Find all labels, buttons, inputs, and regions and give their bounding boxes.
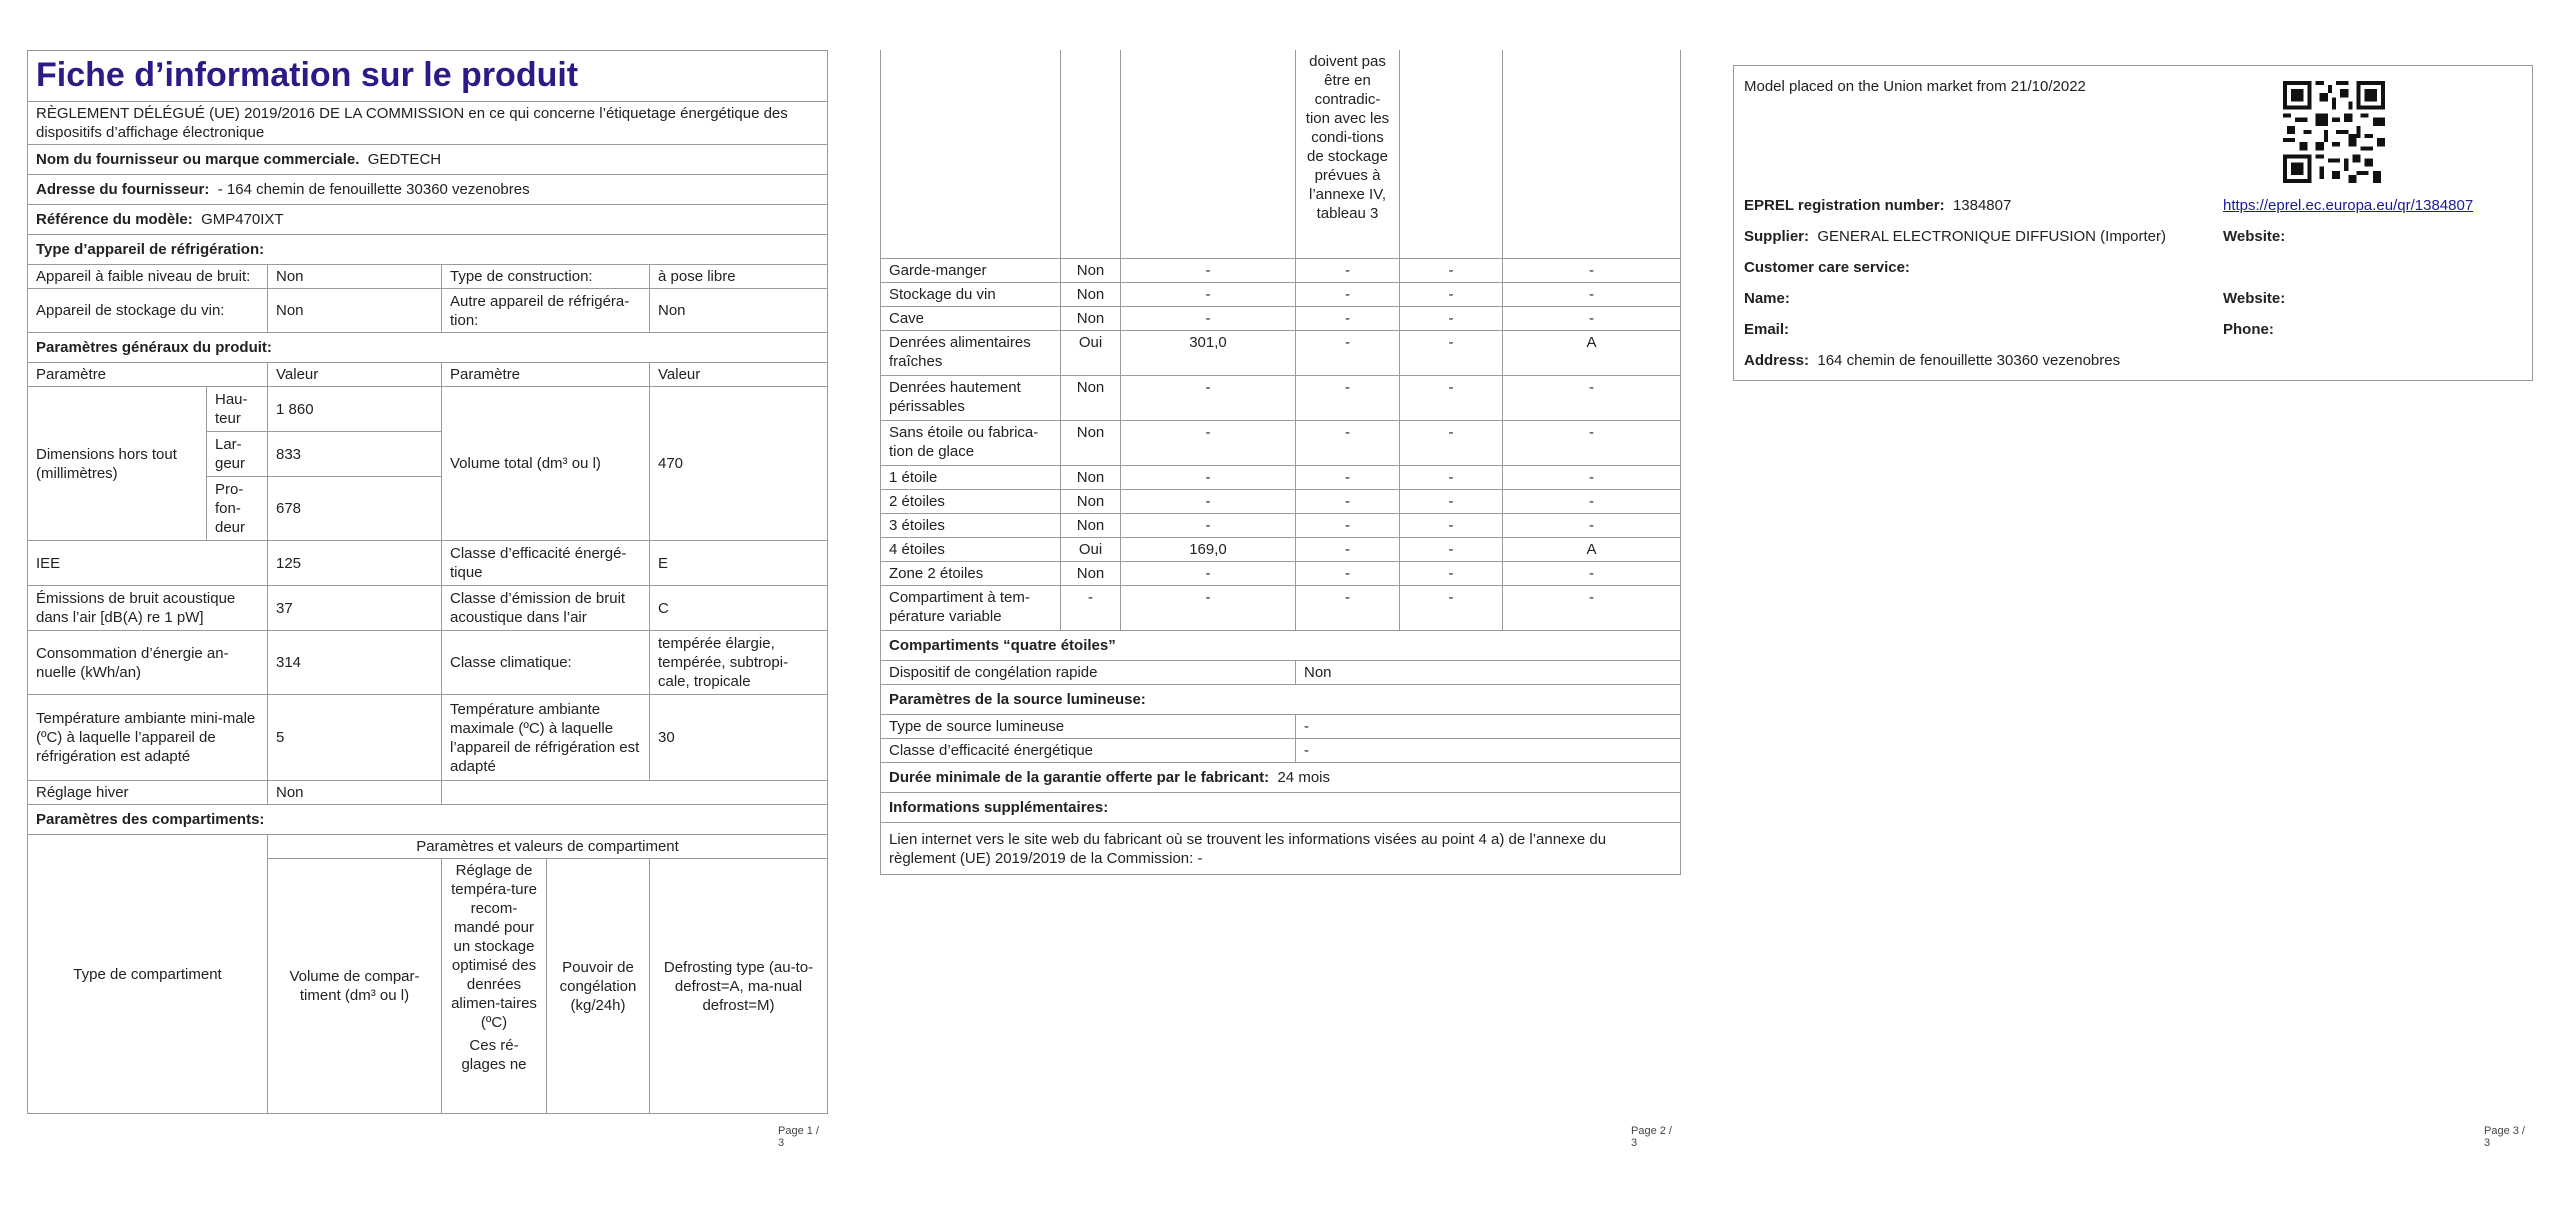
compartment-present: Non [1061,490,1121,514]
address-row-p3 [1744,352,2120,369]
depth-value: 678 [268,477,442,541]
compartment-temp: - [1296,421,1400,466]
email-label: Email: [1744,321,1790,338]
address-row [28,175,828,205]
compartment-defrost: - [1503,490,1681,514]
compartment-name: Compartiment à tem-pérature variable [881,586,1061,631]
continued-blank-6 [1503,50,1681,258]
light-class-value: - [1296,739,1681,763]
eprel-row [1744,197,2011,214]
compartment-defrost: - [1503,586,1681,631]
temp-note-part2: doivent pas être en contradic-tion avec les condi-tions de stockage prévues à l’annexe IV, tableau 3 [1296,50,1400,258]
tmin-label: Température ambiante mini-male (ºC) à laquelle l’appareil de réfrigération est adapté [28,695,268,781]
compartment-name: 4 étoiles [881,538,1061,562]
compartment-volume: - [1121,562,1296,586]
eprel-value: 1384807 [1952,197,2012,214]
page-2-details-table [880,630,1681,875]
compartment-freeze: - [1400,586,1503,631]
compartment-name: Zone 2 étoiles [881,562,1061,586]
compartment-volume: - [1121,490,1296,514]
page-number-2: Page 2 / 3 [1631,1125,1672,1149]
compartment-temp: - [1296,376,1400,421]
compartment-defrost: - [1503,421,1681,466]
compartment-defrost: - [1503,376,1681,421]
page-3 [1733,0,2533,1207]
compartment-freeze: - [1400,538,1503,562]
compartment-volume: - [1121,376,1296,421]
compartment-row [881,538,1681,562]
warranty-row [881,763,1681,793]
compartment-name: 1 étoile [881,466,1061,490]
construction-label: Type de construction: [442,265,650,289]
compartments-header: Paramètres des compartiments: [28,805,828,835]
customer-care-label: Customer care service: [1744,259,1910,276]
compartment-freeze: - [1400,307,1503,331]
compartment-volume: - [1121,259,1296,283]
compartment-row [881,562,1681,586]
climate-label: Classe climatique: [442,631,650,695]
fast-freeze-value: Non [1296,661,1681,685]
website-label-2: Website: [2223,290,2286,307]
eprel-box [1733,65,2533,381]
compartment-defrost: - [1503,307,1681,331]
market-text: Model placed on the Union market from 21/10/2022 [1744,78,2086,95]
light-type-label: Type de source lumineuse [881,715,1296,739]
height-value: 1 860 [268,387,442,432]
compartment-volume: 301,0 [1121,331,1296,376]
compartment-temp: - [1296,586,1400,631]
energy-class-value: E [650,541,828,586]
temp-note-part1: Ces ré-glages ne [461,1037,527,1073]
compartment-defrost: A [1503,331,1681,376]
qr-code-icon [2283,81,2385,183]
compartment-row [881,466,1681,490]
climate-value: tempérée élargie, tempérée, subtropi-cale, tropicale [650,631,828,695]
total-volume-value: 470 [650,387,828,541]
col-value-2: Valeur [650,363,828,387]
noise-class-value: C [650,586,828,631]
page-number-1: Page 1 / 3 [778,1125,819,1149]
compartment-row [881,421,1681,466]
page-title: Fiche d’information sur le produit [28,51,828,102]
compartment-defrost: - [1503,466,1681,490]
compartment-defrost: - [1503,259,1681,283]
low-noise-value: Non [268,265,442,289]
dimensions-label: Dimensions hors tout (millimètres) [28,387,207,541]
compartment-params-header: Paramètres et valeurs de compartiment [268,835,828,859]
supplier-value: GEDTECH [367,151,442,168]
compartment-defrost: - [1503,562,1681,586]
compartment-freeze: - [1400,283,1503,307]
compartment-volume: 169,0 [1121,538,1296,562]
compartment-present: Non [1061,562,1121,586]
warranty-label: Durée minimale de la garantie offerte par le fabricant: [889,769,1270,786]
continued-blank-2 [1061,50,1121,258]
fast-freeze-label: Dispositif de congélation rapide [881,661,1296,685]
compartment-freeze: - [1400,514,1503,538]
wine-label: Appareil de stockage du vin: [28,289,268,333]
winter-label: Réglage hiver [28,781,268,805]
compartment-row [881,259,1681,283]
website-label: Website: [2223,228,2286,245]
compartment-name: Stockage du vin [881,283,1061,307]
tmax-label: Température ambiante maximale (ºC) à laquelle l’appareil de réfrigération est adapté [442,695,650,781]
compartment-volume: - [1121,466,1296,490]
compartment-volume: - [1121,307,1296,331]
iee-value: 125 [268,541,442,586]
address-label-p3: Address: [1744,352,1810,369]
width-value: 833 [268,432,442,477]
temp-setting-text: Réglage de tempéra-ture recom-mandé pour un stockage optimisé des denrées alimen-taires (ºC) [451,862,537,1031]
compartment-row [881,490,1681,514]
supplier-label: Nom du fournisseur ou marque commerciale. [36,151,360,168]
noise-label: Émissions de bruit acoustique dans l’air [dB(A) re 1 pW] [28,586,268,631]
compartment-freeze: - [1400,490,1503,514]
compartment-type-header: Type de compartiment [28,835,268,1114]
four-star-header: Compartiments “quatre étoiles” [881,631,1681,661]
total-volume-label: Volume total (dm³ ou l) [442,387,650,541]
address-value: - 164 chemin de fenouillette 30360 vezenobres [217,181,530,198]
compartment-present: - [1061,586,1121,631]
other-appliance-label: Autre appareil de réfrigéra-tion: [442,289,650,333]
winter-empty [442,781,828,805]
compartment-present: Non [1061,307,1121,331]
compartment-row [881,331,1681,376]
compartment-name: Cave [881,307,1061,331]
compartment-rows-table [880,258,1681,631]
warranty-value: 24 mois [1277,769,1330,786]
construction-value: à pose libre [650,265,828,289]
col-param-2: Paramètre [442,363,650,387]
continued-blank-3 [1121,50,1296,258]
compartment-name: 3 étoiles [881,514,1061,538]
compartment-present: Oui [1061,538,1121,562]
compartment-temp: - [1296,283,1400,307]
noise-class-label: Classe d’émission de bruit acoustique dans l’air [442,586,650,631]
compartment-row [881,283,1681,307]
col-param-1: Paramètre [28,363,268,387]
continued-blank-1 [881,50,1061,258]
compartment-name: 2 étoiles [881,490,1061,514]
defrosting-header: Defrosting type (au-to-defrost=A, ma-nual defrost=M) [650,859,828,1114]
supplier-row [28,145,828,175]
compartment-present: Non [1061,421,1121,466]
col-value-1: Valeur [268,363,442,387]
supplier-value-p3: GENERAL ELECTRONIQUE DIFFUSION (Importer) [1817,228,2167,245]
depth-label: Pro-fon-deur [207,477,268,541]
model-value: GMP470IXT [201,211,284,228]
light-source-header: Paramètres de la source lumineuse: [881,685,1681,715]
compartment-temp: - [1296,514,1400,538]
compartment-freeze: - [1400,376,1503,421]
page-2 [880,0,1680,1207]
compartment-present: Oui [1061,331,1121,376]
compartment-defrost: - [1503,283,1681,307]
compartment-volume: - [1121,586,1296,631]
temp-setting-header [442,859,547,1114]
compartment-name: Denrées alimentaires fraîches [881,331,1061,376]
height-label: Hau-teur [207,387,268,432]
compartment-freeze: - [1400,259,1503,283]
compartment-present: Non [1061,514,1121,538]
compartment-table [880,50,1681,259]
compartment-freeze: - [1400,562,1503,586]
consumption-label: Consommation d’énergie an-nuelle (kWh/an) [28,631,268,695]
compartment-volume-header: Volume de compar-timent (dm³ ou l) [268,859,442,1114]
compartment-defrost: A [1503,538,1681,562]
compartment-present: Non [1061,283,1121,307]
compartment-volume: - [1121,514,1296,538]
phone-label: Phone: [2223,321,2274,338]
noise-value: 37 [268,586,442,631]
supplier-row-p3 [1744,228,2166,245]
compartment-name: Garde-manger [881,259,1061,283]
page-1 [27,0,827,1207]
compartment-name: Denrées hautement périssables [881,376,1061,421]
width-label: Lar-geur [207,432,268,477]
supplier-label-p3: Supplier: [1744,228,1810,245]
low-noise-label: Appareil à faible niveau de bruit: [28,265,268,289]
compartment-temp: - [1296,259,1400,283]
compartment-row [881,307,1681,331]
light-type-value: - [1296,715,1681,739]
compartment-volume: - [1121,421,1296,466]
model-label: Référence du modèle: [36,211,193,228]
name-label: Name: [1744,290,1790,307]
winter-value: Non [268,781,442,805]
address-value-p3: 164 chemin de fenouillette 30360 vezenobres [1817,352,2121,369]
consumption-value: 314 [268,631,442,695]
additional-info-header: Informations supplémentaires: [881,793,1681,823]
compartment-temp: - [1296,538,1400,562]
light-class-label: Classe d’efficacité énergétique [881,739,1296,763]
iee-label: IEE [28,541,268,586]
appliance-type-header: Type d’appareil de réfrigération: [28,235,828,265]
model-row [28,205,828,235]
manufacturer-link-text: Lien internet vers le site web du fabricant où se trouvent les informations visées au point 4 a) de l’annexe du règlement (UE) 2019/2019 de la Commission: - [881,823,1681,875]
eprel-link[interactable]: https://eprel.ec.europa.eu/qr/1384807 [2223,197,2474,214]
compartment-temp: - [1296,562,1400,586]
compartment-freeze: - [1400,466,1503,490]
compartment-temp: - [1296,490,1400,514]
regulation-text: RÈGLEMENT DÉLÉGUÉ (UE) 2019/2016 DE LA COMMISSION en ce qui concerne l’étiquetage énergétique des dispositifs d’affichage électronique [28,102,828,145]
page-number-3: Page 3 / 3 [2484,1125,2525,1149]
compartment-temp: - [1296,331,1400,376]
compartment-volume: - [1121,283,1296,307]
compartment-freeze: - [1400,331,1503,376]
tmin-value: 5 [268,695,442,781]
general-params-header: Paramètres généraux du produit: [28,333,828,363]
compartment-row [881,514,1681,538]
compartment-present: Non [1061,376,1121,421]
wine-value: Non [268,289,442,333]
freezing-capacity-header: Pouvoir de congélation (kg/24h) [547,859,650,1114]
address-label: Adresse du fournisseur: [36,181,210,198]
product-info-table-page-1 [27,50,828,1114]
compartment-temp: - [1296,466,1400,490]
tmax-value: 30 [650,695,828,781]
eprel-label: EPREL registration number: [1744,197,1945,214]
compartment-row [881,376,1681,421]
compartment-defrost: - [1503,514,1681,538]
compartment-temp: - [1296,307,1400,331]
compartment-present: Non [1061,259,1121,283]
compartment-row [881,586,1681,631]
compartment-present: Non [1061,466,1121,490]
compartment-name: Sans étoile ou fabrica-tion de glace [881,421,1061,466]
other-appliance-value: Non [650,289,828,333]
energy-class-label: Classe d’efficacité énergé-tique [442,541,650,586]
compartment-freeze: - [1400,421,1503,466]
continued-blank-5 [1400,50,1503,258]
